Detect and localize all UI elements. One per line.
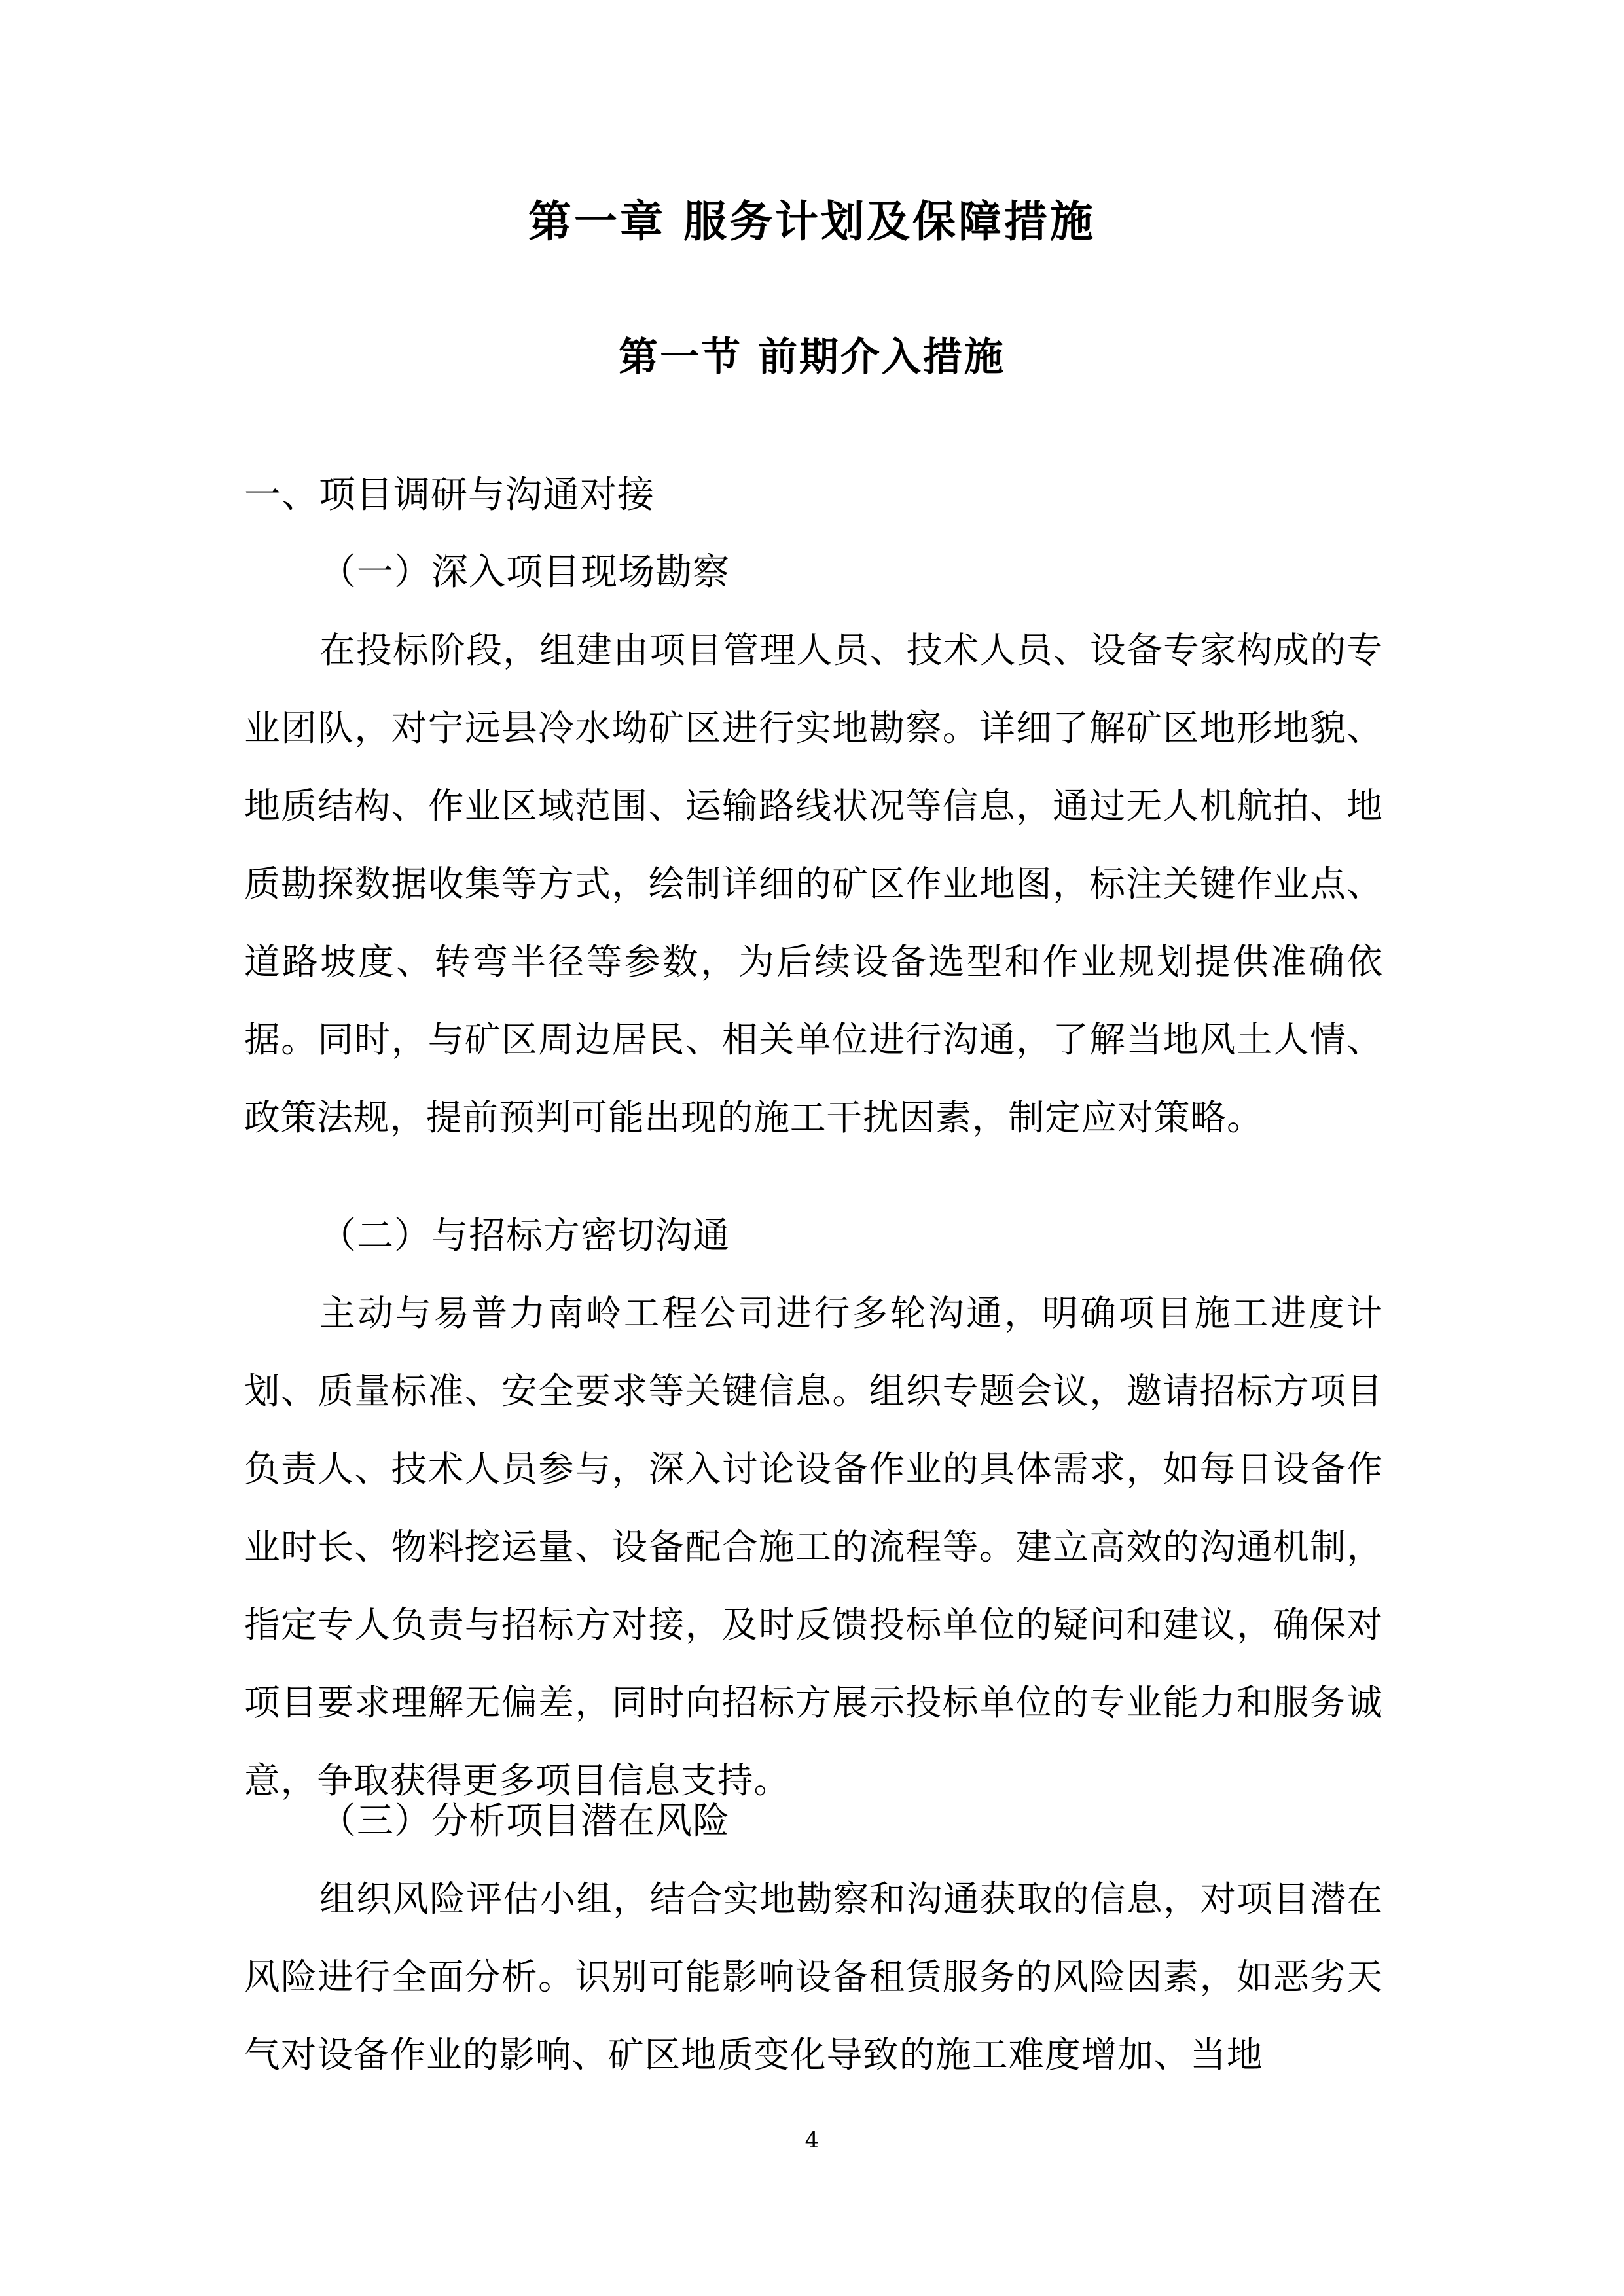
paragraph-site-survey: 在投标阶段，组建由项目管理人员、技术人员、设备专家构成的专业团队，对宁远县冷水坳矿区进行实地勘察。详细了解矿区地形地貌、地质结构、作业区域范围、运输路线状况等信息，通过无人机航拍、地质勘探数据收集等方式，绘制详细的矿区作业地图，标注关键作业点、道路坡度、转弯半径等参数，为后续设备选型和作业规划提供准确依据。同时，与矿区周边居民、相关单位进行沟通，了解当地风土人情、政策法规，提前预判可能出现的施工干扰因素，制定应对策略。 [244,629,1383,1138]
subheading-site-survey: （一）深入项目现场勘察 [319,551,730,594]
heading-level-1: 一、项目调研与沟通对接 [244,474,655,516]
page-number: 4 [804,2127,820,2153]
paragraph-client-communication: 主动与易普力南岭工程公司进行多轮沟通，明确项目施工进度计划、质量标准、安全要求等关键信息。组织专题会议，邀请招标方项目负责人、技术人员参与，深入讨论设备作业的具体需求，如每日设备作业时长、物料挖运量、设备配合施工的流程等。建立高效的沟通机制，指定专人负责与招标方对接，及时反馈投标单位的疑问和建议，确保对项目要求理解无偏差，同时向招标方展示投标单位的专业能力和服务诚意，争取获得更多项目信息支持。 [244,1292,1383,1801]
section-title: 第一节 前期介入措施 [619,334,1005,380]
subheading-risk-analysis: （三）分析项目潜在风险 [319,1800,730,1842]
chapter-title: 第一章 服务计划及保障措施 [528,196,1096,247]
subheading-client-communication: （二）与招标方密切沟通 [319,1215,730,1257]
paragraph-risk-analysis: 组织风险评估小组，结合实地勘察和沟通获取的信息，对项目潜在风险进行全面分析。识别可能影响设备租赁服务的风险因素，如恶劣天气对设备作业的影响、矿区地质变化导致的施工难度增加、当地 [244,1878,1383,2075]
